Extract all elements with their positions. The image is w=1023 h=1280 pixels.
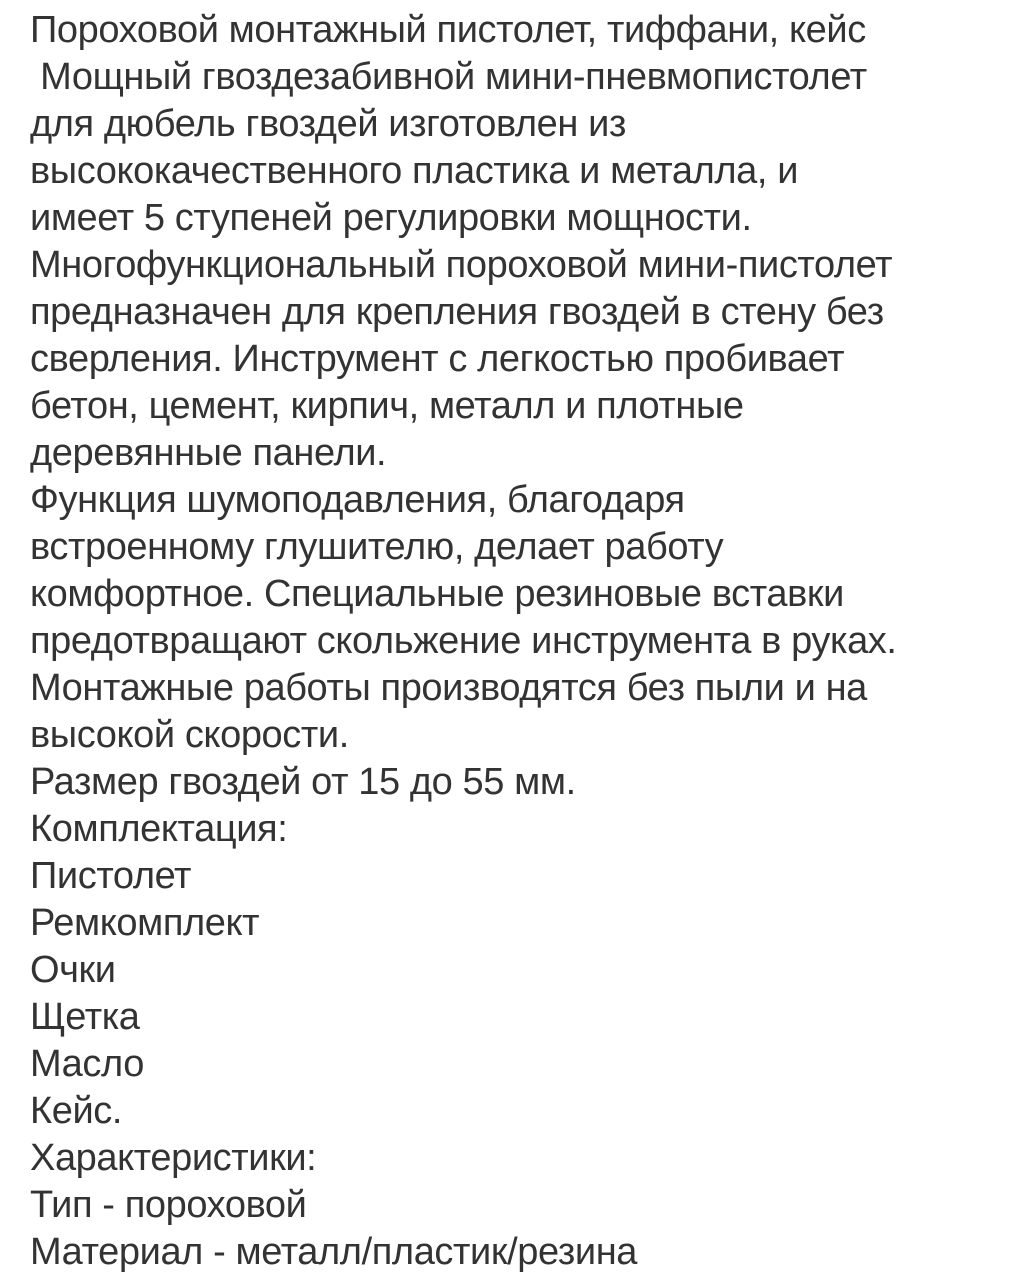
description-line: Функция шумоподавления, благодаря [30,479,685,521]
description-line: Мощный гвоздезабивной мини-пневмопистолет [30,56,867,98]
description-line: высококачественного пластика и металла, и [30,150,799,192]
description-line: Пороховой монтажный пистолет, тиффани, кейс [30,9,866,51]
description-line: Материал - металл/пластик/резина [30,1231,638,1273]
description-line: предотвращают скольжение инструмента в руках. [30,620,897,662]
description-line: Комплектация: [30,808,288,850]
description-line: Размер гвоздей от 15 до 55 мм. [30,761,576,803]
description-line: комфортное. Специальные резиновые вставки [30,573,844,615]
description-line: Характеристики: [30,1137,317,1179]
description-line: высокой скорости. [30,714,349,756]
description-line: предназначен для крепления гвоздей в стену без [30,291,884,333]
description-line: бетон, цемент, кирпич, металл и плотные [30,385,744,427]
description-line: деревянные панели. [30,432,387,474]
description-line: имеет 5 ступеней регулировки мощности. [30,197,752,239]
description-line: сверления. Инструмент с легкостью пробивает [30,338,845,380]
description-line: Очки [30,949,116,991]
description-line: Пистолет [30,855,192,897]
description-line: для дюбель гвоздей изготовлен из [30,103,626,145]
description-line: Ремкомплект [30,902,260,944]
description-line: Щетка [30,996,140,1038]
description-line: Многофункциональный пороховой мини-пистолет [30,244,893,286]
description-line: Масло [30,1043,144,1085]
description-line: Кейс. [30,1090,123,1132]
description-line: Тип - пороховой [30,1184,307,1226]
description-line: Монтажные работы производятся без пыли и на [30,667,867,709]
description-line: встроенному глушителю, делает работу [30,526,724,568]
